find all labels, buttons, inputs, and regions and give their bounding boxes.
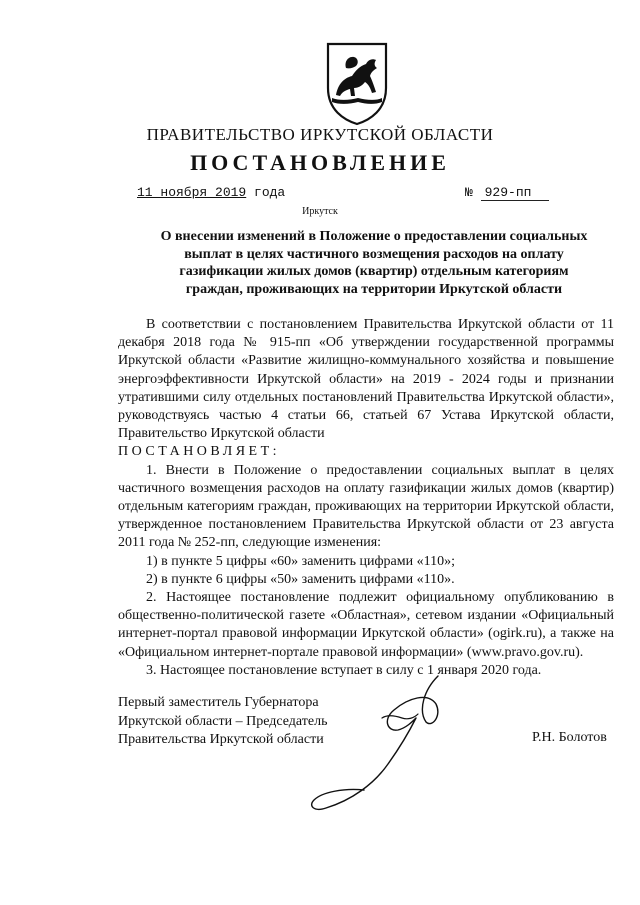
subject-line: выплат в целях частичного возмещения расходов на оплату xyxy=(184,246,564,262)
signatory-name: Р.Н. Болотов xyxy=(532,730,607,745)
document-type-title: ПОСТАНОВЛЕНИЕ xyxy=(190,150,450,175)
handwritten-signature xyxy=(300,668,480,818)
number-value: 929-пп xyxy=(481,185,550,201)
decree-word: ПОСТАНОВЛЯЕТ: xyxy=(118,444,281,460)
date-value: 11 ноября 2019 xyxy=(137,185,247,200)
document-number xyxy=(465,185,549,200)
date-suffix: года xyxy=(254,185,286,200)
position-line: Иркутской области – Председатель xyxy=(118,713,328,729)
subject-line: О внесении изменений в Положение о предоставлении социальных xyxy=(160,229,588,244)
coat-of-arms-icon xyxy=(322,40,392,126)
document-body xyxy=(118,316,614,680)
sub-item-1: 1) в пункте 5 цифры «60» заменить цифрами «110»; xyxy=(146,553,455,569)
number-prefix: № xyxy=(465,185,473,200)
issue-city: Иркутск xyxy=(302,206,338,217)
document-subject xyxy=(140,228,608,298)
document-date xyxy=(137,185,285,200)
preamble-paragraph: В соответствии с постановлением Правительства Иркутской области от 11 декабря 2018 года № 915-пп «Об утверждении государственной программы Иркутской области «Развитие жилищно-коммунального хозяйства и повышение энергоэффективности Иркутской области» на 2019 - 2024 годы и признании утратившими силу отдельных постановлений Правительства Иркутской области», руководствуясь частью 4 статьи 66, статьей 67 Устава Иркутской области, Правительство Иркутской области xyxy=(118,317,614,442)
subject-line: граждан, проживающих на территории Иркутской области xyxy=(185,281,563,297)
position-line: Первый заместитель Губернатора xyxy=(118,695,319,710)
item-2-paragraph: 2. Настоящее постановление подлежит официальному опубликованию в общественно-политической газете «Областная», сетевом издании «Официальный интернет-портал правовой информации Иркутской области» (ogirk.ru), а также на «Официальном интернет-портале правовой информации» (www.pravo.gov.ru). xyxy=(118,590,614,660)
item-1-paragraph: 1. Внести в Положение о предоставлении социальных выплат в целях частичного возмещения расходов на оплату газификации жилых домов (квартир) отдельным категориям граждан, проживающих на территории Иркутской области, утвержденное постановлением Правительства Иркутской области от 23 августа 2011 года № 252-пп, следующие изменения: xyxy=(118,462,614,551)
sub-item-2: 2) в пункте 6 цифры «50» заменить цифрами «110». xyxy=(146,571,455,587)
item-3-paragraph: 3. Настоящее постановление вступает в силу с 1 января 2020 года. xyxy=(146,662,542,678)
government-name: ПРАВИТЕЛЬСТВО ИРКУТСКОЙ ОБЛАСТИ xyxy=(146,125,494,144)
subject-line: газификации жилых домов (квартир) отдельным категориям xyxy=(179,264,569,279)
signatory-position xyxy=(118,694,327,750)
position-line: Правительства Иркутской области xyxy=(118,732,324,747)
